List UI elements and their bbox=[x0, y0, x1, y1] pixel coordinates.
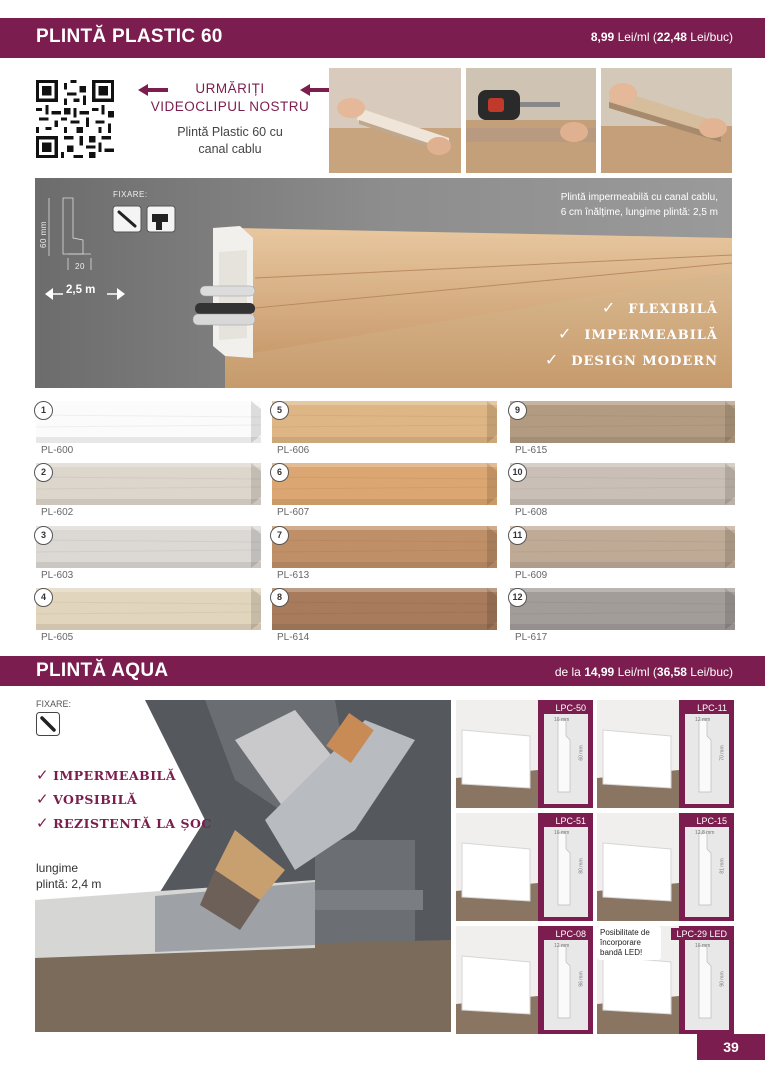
swatch-pl-609 bbox=[510, 526, 735, 568]
video-line-2: VIDEOCLIPUL NOSTRU bbox=[150, 99, 310, 114]
swatch-code: PL-607 bbox=[277, 507, 310, 518]
swatch-code: PL-617 bbox=[515, 632, 548, 643]
price-piece-unit: Lei/buc) bbox=[690, 665, 733, 679]
arrow-left-icon bbox=[300, 84, 330, 96]
check-icon: ✓ bbox=[557, 324, 573, 343]
swatch-pl-603 bbox=[36, 526, 261, 568]
price-info bbox=[555, 665, 733, 679]
arrow-left-icon bbox=[138, 84, 168, 96]
check-icon: ✓ bbox=[36, 766, 50, 784]
profile-height: 70 mm bbox=[719, 745, 726, 761]
feature-waterproof bbox=[558, 324, 718, 343]
feature-label: IMPERMEABILĂ bbox=[584, 328, 718, 343]
aqua-length bbox=[36, 860, 101, 892]
swatch-pl-605 bbox=[36, 588, 261, 630]
fixing-label: FIXARE: bbox=[113, 190, 148, 199]
profile-lpc-08 bbox=[456, 926, 593, 1034]
led-note: Posibilitate de încorporare bandă LED! bbox=[597, 926, 661, 960]
section-header-aqua bbox=[0, 656, 765, 686]
feature-label: DESIGN MODERN bbox=[571, 354, 718, 369]
swatch-code: PL-602 bbox=[41, 507, 74, 518]
video-subtitle bbox=[140, 124, 320, 158]
swatch-number: 7 bbox=[270, 526, 289, 545]
swatch-pl-602 bbox=[36, 463, 261, 505]
profile-label: LPC-15 bbox=[691, 815, 732, 827]
swatch-number: 4 bbox=[34, 588, 53, 607]
price-unit: Lei/ml ( bbox=[617, 30, 657, 44]
video-line-1: URMĂRIȚI bbox=[195, 81, 265, 96]
aqua-length-line-2: plintă: 2,4 m bbox=[36, 877, 102, 891]
swatch-code: PL-613 bbox=[277, 570, 310, 581]
profile-width: 16 mm bbox=[695, 943, 711, 949]
fixing-label: FIXARE: bbox=[36, 699, 72, 709]
check-icon: ✓ bbox=[601, 298, 617, 317]
swatch-number: 5 bbox=[270, 401, 289, 420]
aqua-length-line-1: lungime bbox=[36, 861, 79, 875]
swatch-number: 3 bbox=[34, 526, 53, 545]
swatch-pl-617 bbox=[510, 588, 735, 630]
swatch-code: PL-614 bbox=[277, 632, 310, 643]
install-photo-1 bbox=[329, 68, 461, 173]
hero-description bbox=[498, 190, 718, 220]
section-title: PLINTĂ PLASTIC 60 bbox=[36, 26, 223, 47]
price-piece-unit: Lei/buc) bbox=[690, 30, 733, 44]
swatch-number: 10 bbox=[508, 463, 527, 482]
profile-lpc-50 bbox=[456, 700, 593, 808]
video-sub-line-1: Plintă Plastic 60 cu bbox=[177, 125, 283, 139]
section-header-plastic-60 bbox=[0, 18, 765, 58]
feature-waterproof bbox=[36, 766, 176, 784]
swatch-pl-608 bbox=[510, 463, 735, 505]
profile-label: LPC-08 bbox=[550, 928, 591, 940]
swatch-code: PL-600 bbox=[41, 445, 74, 456]
profile-label: LPC-11 bbox=[692, 702, 732, 714]
profile-width: 16 mm bbox=[554, 717, 570, 723]
dimension-length: 2,5 m bbox=[66, 284, 96, 296]
swatch-code: PL-615 bbox=[515, 445, 548, 456]
price-info bbox=[591, 30, 733, 44]
profile-height: 90 mm bbox=[719, 971, 726, 987]
section-title: PLINTĂ AQUA bbox=[36, 660, 169, 681]
profile-label: LPC-51 bbox=[550, 815, 591, 827]
swatch-pl-613 bbox=[272, 526, 497, 568]
swatch-code: PL-603 bbox=[41, 570, 74, 581]
feature-label: FLEXIBILĂ bbox=[628, 302, 718, 317]
swatch-number: 8 bbox=[270, 588, 289, 607]
profile-label: LPC-50 bbox=[550, 702, 591, 714]
swatch-pl-607 bbox=[272, 463, 497, 505]
profile-width: 12,8 mm bbox=[695, 830, 715, 836]
check-icon: ✓ bbox=[36, 790, 50, 808]
page-number: 39 bbox=[697, 1034, 765, 1060]
swatch-code: PL-608 bbox=[515, 507, 548, 518]
profile-height: 96 mm bbox=[578, 971, 585, 987]
profile-width: 12 mm bbox=[554, 943, 570, 949]
feature-shock-resistant bbox=[36, 814, 212, 832]
feature-label: REZISTENTĂ LA ȘOC bbox=[53, 816, 212, 831]
feature-paintable bbox=[36, 790, 137, 808]
price-per-piece: 36,58 bbox=[656, 665, 687, 679]
hero-desc-line-2: 6 cm înălțime, lungime plintă: 2,5 m bbox=[560, 207, 718, 218]
feature-flexible bbox=[602, 298, 718, 317]
dimension-height: 60 mm bbox=[39, 221, 48, 248]
feature-label: VOPSIBILĂ bbox=[53, 792, 138, 807]
glue-gun-icon bbox=[36, 712, 60, 736]
price-per-piece: 22,48 bbox=[656, 30, 687, 44]
swatch-code: PL-609 bbox=[515, 570, 548, 581]
install-photo-3 bbox=[601, 68, 732, 173]
install-photo-2 bbox=[466, 68, 596, 173]
profile-width: 12 mm bbox=[695, 717, 711, 723]
profile-lpc-11 bbox=[597, 700, 734, 808]
swatch-number: 11 bbox=[508, 526, 527, 545]
swatch-number: 1 bbox=[34, 401, 53, 420]
price-per-meter: 8,99 bbox=[590, 30, 615, 44]
swatch-code: PL-606 bbox=[277, 445, 310, 456]
profile-label: LPC-29 LED bbox=[671, 928, 732, 940]
swatch-number: 12 bbox=[508, 588, 527, 607]
hero-desc-line-1: Plintă impermeabilă cu canal cablu, bbox=[560, 192, 718, 203]
swatch-number: 6 bbox=[270, 463, 289, 482]
price-prefix: de la bbox=[554, 665, 581, 679]
price-per-meter: 14,99 bbox=[584, 665, 615, 679]
check-icon: ✓ bbox=[544, 350, 560, 369]
profile-height: 80 mm bbox=[578, 858, 585, 874]
swatch-number: 9 bbox=[508, 401, 527, 420]
swatch-pl-606 bbox=[272, 401, 497, 443]
profile-width: 16 mm bbox=[554, 830, 570, 836]
profile-lpc-51 bbox=[456, 813, 593, 921]
hero-product-image bbox=[35, 178, 732, 388]
price-unit: Lei/ml ( bbox=[617, 665, 657, 679]
check-icon: ✓ bbox=[36, 814, 50, 832]
profile-height: 60 mm bbox=[578, 745, 585, 761]
swatch-code: PL-605 bbox=[41, 632, 74, 643]
dimension-width: 20 bbox=[75, 262, 85, 271]
feature-label: IMPERMEABILĂ bbox=[53, 768, 177, 783]
swatch-pl-614 bbox=[272, 588, 497, 630]
video-sub-line-2: canal cablu bbox=[198, 142, 262, 156]
qr-code[interactable] bbox=[36, 80, 114, 158]
feature-modern-design bbox=[545, 350, 718, 369]
swatch-pl-615 bbox=[510, 401, 735, 443]
profile-height: 81 mm bbox=[719, 858, 726, 874]
swatch-number: 2 bbox=[34, 463, 53, 482]
swatch-pl-600 bbox=[36, 401, 261, 443]
